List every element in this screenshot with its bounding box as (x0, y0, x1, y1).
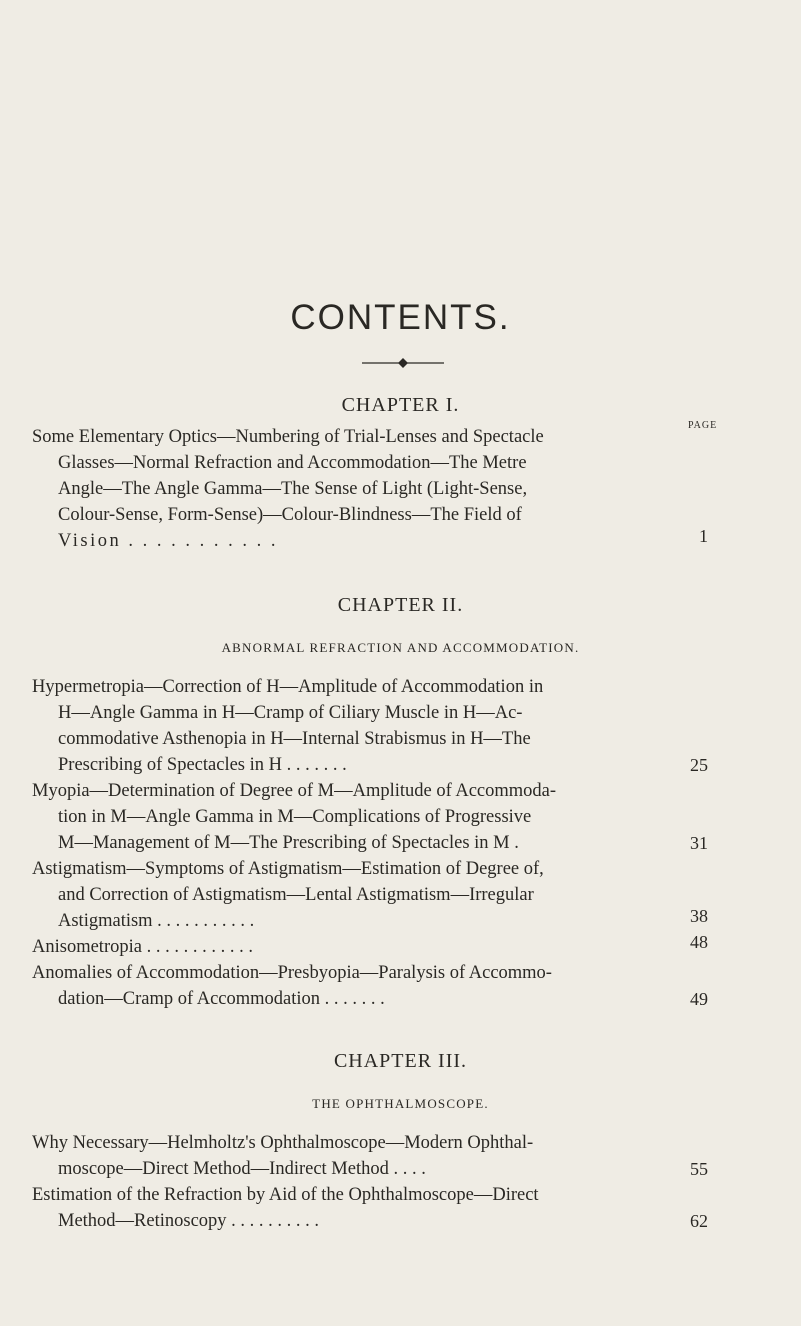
page-column-label: PAGE (688, 420, 718, 431)
entry-line: Angle—The Angle Gamma—The Sense of Light (Light-Sense, (58, 479, 528, 499)
page-number: 62 (690, 1211, 708, 1231)
page-number: 49 (690, 989, 708, 1009)
entry-line: Some Elementary Optics—Numbering of Trial-Lenses and Spectacle (32, 427, 544, 447)
page-number: 38 (690, 906, 708, 926)
page-number: 1 (699, 526, 708, 546)
entry-line: Colour-Sense, Form-Sense)—Colour-Blindness—The Field of (58, 505, 522, 525)
entry-line: Glasses—Normal Refraction and Accommodation—The Metre (58, 453, 527, 473)
entry-line: tion in M—Angle Gamma in M—Complications of Progressive (58, 807, 532, 827)
entry-line: commodative Asthenopia in H—Internal Strabismus in H—The (58, 729, 531, 749)
entry-line: Anomalies of Accommodation—Presbyopia—Paralysis of Accommo- (32, 963, 552, 983)
chapter-3-heading: CHAPTER III. (333, 1050, 468, 1072)
entry-line: dation—Cramp of Accommodation . . . . . . . (58, 989, 385, 1009)
divider-ornament (362, 357, 444, 369)
page-number: 31 (690, 833, 708, 853)
chapter-2-subheading: ABNORMAL REFRACTION AND ACCOMMODATION. (221, 640, 580, 655)
page-title: CONTENTS. (290, 298, 511, 337)
entry-line: Vision . . . . . . . . . . . (58, 531, 278, 551)
page-number: 48 (690, 932, 708, 952)
entry-line: Prescribing of Spectacles in H . . . . . . . (58, 755, 347, 775)
entry-line: and Correction of Astigmatism—Lental Astigmatism—Irregular (58, 885, 534, 905)
chapter-1-heading: CHAPTER I. (341, 394, 460, 416)
entry-line: M—Management of M—The Prescribing of Spectacles in M . (58, 833, 519, 853)
entry-line: Anisometropia . . . . . . . . . . . . (32, 937, 253, 957)
entry-line: moscope—Direct Method—Indirect Method . . . . (58, 1159, 426, 1179)
page-number: 55 (690, 1159, 708, 1179)
entry-line: Astigmatism . . . . . . . . . . . (58, 911, 255, 931)
entry-line: Estimation of the Refraction by Aid of the Ophthalmoscope—Direct (32, 1185, 539, 1205)
entry-line: Myopia—Determination of Degree of M—Amplitude of Accommoda- (32, 781, 557, 801)
entry-line: Astigmatism—Symptoms of Astigmatism—Estimation of Degree of, (32, 859, 544, 879)
chapter-2-heading: CHAPTER II. (337, 594, 464, 616)
entry-line: Method—Retinoscopy . . . . . . . . . . (58, 1211, 320, 1231)
entry-line: H—Angle Gamma in H—Cramp of Ciliary Muscle in H—Ac- (58, 703, 523, 723)
chapter-3-subheading: THE OPHTHALMOSCOPE. (312, 1096, 489, 1111)
page-number: 25 (690, 755, 708, 775)
entry-line: Hypermetropia—Correction of H—Amplitude of Accommodation in (32, 677, 544, 697)
entry-line: Why Necessary—Helmholtz's Ophthalmoscope—Modern Ophthal- (32, 1133, 534, 1153)
